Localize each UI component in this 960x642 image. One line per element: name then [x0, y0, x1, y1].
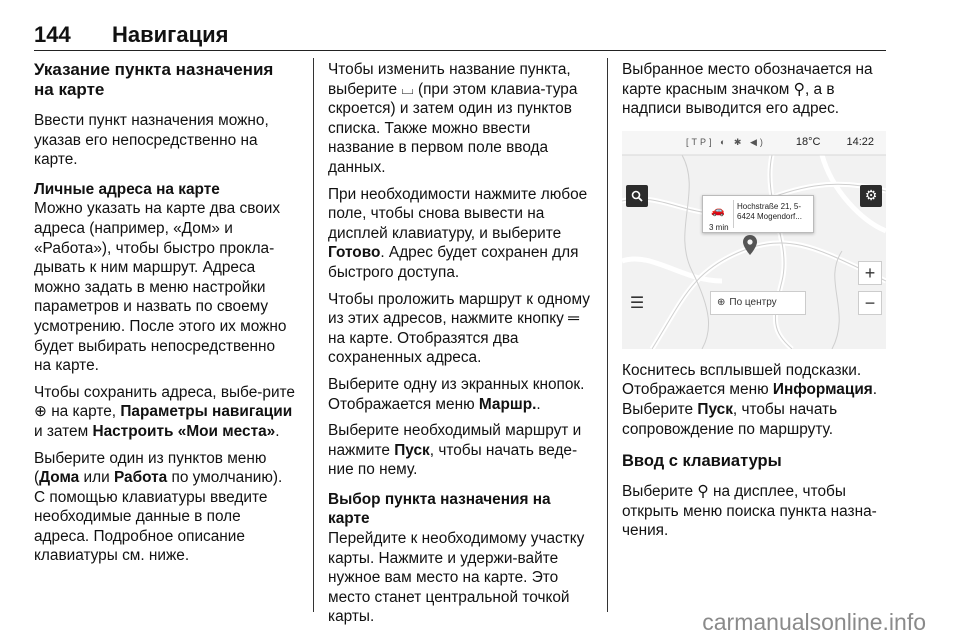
- clock: 14:22: [846, 135, 874, 148]
- text-run: на карте,: [51, 403, 117, 421]
- gear-icon: ⚙: [864, 186, 878, 203]
- menu-ref-home: Дома: [39, 469, 80, 487]
- map-pin-icon: [743, 235, 757, 255]
- map-pin-icon: ⚲: [793, 80, 805, 98]
- settings-button[interactable]: [860, 185, 882, 207]
- search-icon: [631, 190, 643, 202]
- menu-ref-info: Информация: [772, 381, 873, 399]
- popup-address: [737, 202, 802, 222]
- text-run: и затем: [34, 422, 89, 440]
- rename-paragraph: [328, 60, 592, 178]
- section-title-keyboard: Ввод с клавиатуры: [622, 452, 782, 471]
- menu-button[interactable]: [626, 293, 648, 315]
- text-run: . Выберите: [622, 381, 878, 418]
- status-icons: [TP] ◐ ✱ ◀): [685, 136, 766, 147]
- plus-icon: +: [864, 262, 876, 283]
- menu-lines-icon: ☰: [629, 294, 645, 312]
- center-map-button[interactable]: [710, 291, 806, 315]
- search-icon: ⚲: [697, 483, 709, 501]
- header-divider: [34, 50, 886, 51]
- menu-lines-icon: ═: [568, 310, 580, 328]
- column-3: [622, 60, 886, 541]
- navigation-screenshot: [622, 131, 886, 349]
- button-ref-start: Пуск: [697, 400, 733, 418]
- car-icon: 🚗: [711, 204, 725, 217]
- text-run: по умолчанию). С помощью клавиатуры введите необходимые данные в поле адреса. Подробное описание клавиатуры см. ниже.: [34, 469, 283, 565]
- button-ref-done: Готово: [328, 244, 381, 262]
- zoom-in-button[interactable]: [858, 261, 882, 285]
- text-run: Чтобы изменить название пункта, выберите: [328, 61, 571, 98]
- eta: 3 min: [709, 222, 729, 232]
- minus-icon: −: [864, 292, 876, 313]
- touch-popup-paragraph: [622, 361, 886, 439]
- page-number: 144: [34, 22, 71, 47]
- crosshair-icon: ⊕: [34, 403, 47, 421]
- watermark: carmanualsonline.info: [702, 609, 926, 635]
- text-run: Выберите один из пунктов меню (: [34, 449, 267, 487]
- personal-addresses-paragraph: Можно указать на карте два своих адреса (например, «Дом» и «Работа»), чтобы быстро прокла-дывать к ним маршрут. Адреса можно задать в меню настройки параметров и назвать по своему усмотрению. После этого их можно будет выбирать непосредственно на карте.: [34, 200, 287, 375]
- pick-on-map-paragraph: Перейдите к необходимому участку карты. Нажмите и удержи-вайте нужное вам место на карте. Это место станет центральной точкой карты.: [328, 530, 585, 626]
- subheading-personal-addresses: Личные адреса на карте: [34, 180, 220, 198]
- menu-ref-route: Маршр.: [478, 395, 537, 413]
- text-run: Чтобы сохранить адреса, выбе-рите: [34, 383, 295, 401]
- zoom-out-button[interactable]: [858, 291, 882, 315]
- save-addresses-paragraph: Чтобы сохранить адреса, выбе-рите ⊕ на карте, Параметры навигации и затем Настроить «Мои места».: [34, 383, 295, 440]
- text-run: , чтобы начать сопровождение по маршруту.: [622, 400, 838, 438]
- center-label: По центру: [729, 296, 777, 308]
- text-run: Выбранное место обозначается на карте красным значком: [622, 61, 873, 98]
- intro-paragraph: Ввести пункт назначения можно, указав его непосредственно на карте.: [34, 112, 269, 169]
- text-run: Коснитесь всплывшей подсказки. Отображается меню: [622, 361, 862, 399]
- chapter-title: Навигация: [112, 22, 229, 47]
- text-run: .: [536, 395, 541, 413]
- button-ref-start: Пуск: [394, 441, 430, 459]
- section-title-map-destination: Указание пункта назначения на карте: [34, 60, 274, 99]
- popup-divider: [733, 200, 734, 228]
- text-run: (при этом клавиа-тура скроется) и затем один из пунктов списка. Также можно ввести название в первом поле ввода данных.: [328, 80, 578, 176]
- column-2: [328, 60, 592, 627]
- text-run: . Адрес будет сохранен для быстрого доступа.: [328, 244, 579, 281]
- keyboard-paragraph: [622, 482, 886, 541]
- text-run: , а в надписи выводится его адрес.: [622, 80, 840, 118]
- page-header: [34, 22, 884, 52]
- menu-ref-my-places: Настроить «Мои места»: [92, 422, 276, 440]
- text-run: При необходимости нажмите любое поле, чтобы снова вывести на дисплей клавиатуру, и выберите: [328, 185, 588, 242]
- text-run: , чтобы начать веде-ние по нему.: [328, 441, 578, 479]
- column-divider: [607, 58, 608, 612]
- menu-ref-nav-params: Параметры навигации: [120, 403, 293, 421]
- text-run: Чтобы проложить маршрут к одному из этих адресов, нажмите кнопку: [328, 290, 590, 328]
- address-line: 6424 Mogendorf...: [737, 211, 802, 221]
- marker-paragraph: [622, 60, 886, 119]
- route-paragraph: [328, 290, 592, 368]
- select-item-paragraph: [34, 449, 296, 567]
- text-run: на карте. Отобразятся два сохраненных адреса.: [328, 329, 519, 367]
- column-divider: [313, 58, 314, 612]
- crosshair-icon: ⊕: [717, 296, 726, 308]
- status-bar: [622, 131, 886, 155]
- address-line: Hochstraße 21, 5-: [737, 201, 802, 211]
- temperature: 18°C: [795, 135, 821, 148]
- save-done-paragraph: [328, 185, 592, 283]
- text-run: Выберите одну из экранных кнопок. Отображается меню: [328, 375, 585, 413]
- column-1: [34, 60, 296, 566]
- choose-button-paragraph: [328, 375, 592, 414]
- start-route-paragraph: [328, 421, 592, 480]
- text-run: Выберите: [622, 483, 694, 501]
- text-run: или: [83, 469, 110, 487]
- text-run: на дисплее, чтобы открыть меню поиска пункта назна-чения.: [622, 483, 877, 540]
- subheading-pick-on-map: Выбор пункта назначения на карте: [328, 490, 551, 528]
- keyboard-hide-icon: ⌴: [401, 80, 414, 98]
- search-button[interactable]: [626, 185, 648, 207]
- menu-ref-work: Работа: [113, 469, 168, 487]
- destination-popup[interactable]: [702, 195, 814, 233]
- text-run: Выберите необходимый маршрут и нажмите: [328, 422, 582, 459]
